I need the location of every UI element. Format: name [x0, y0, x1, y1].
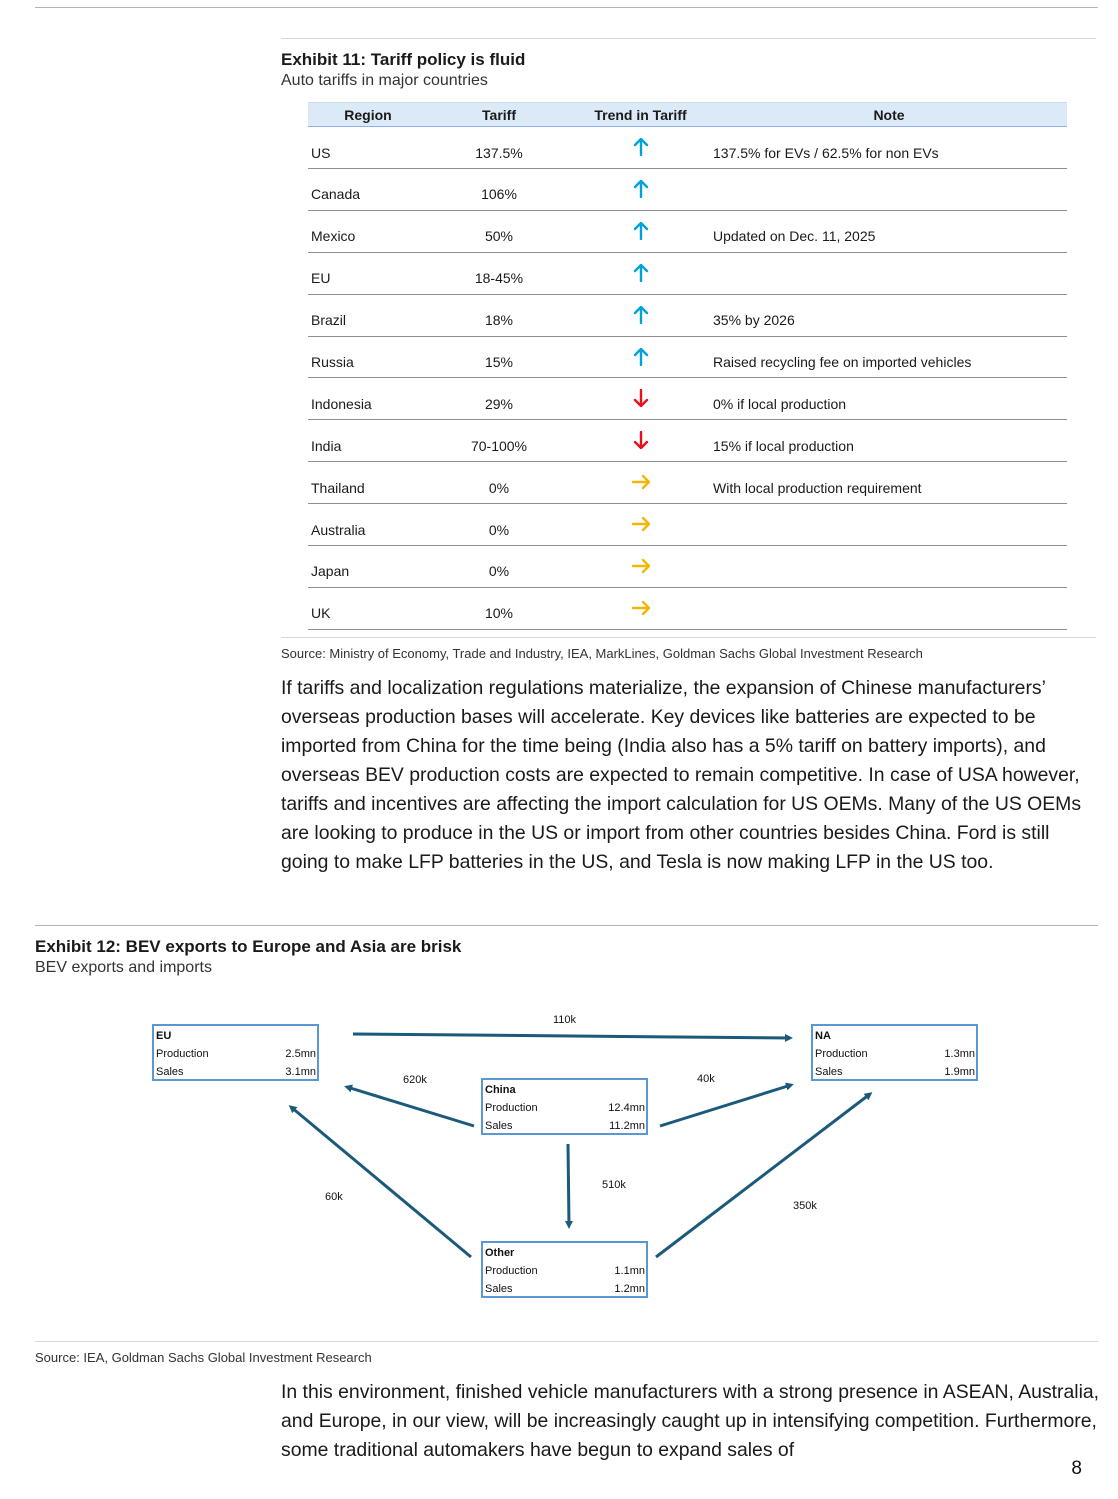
region-box-china-production-value: 12.4mn [608, 1102, 645, 1114]
exhibit-12-source: Source: IEA, Goldman Sachs Global Investment Research [35, 1350, 372, 1365]
cell-region: US [308, 127, 428, 169]
cell-note [711, 504, 1067, 546]
cell-note [711, 252, 1067, 294]
top-rule [35, 7, 1098, 8]
table-row [308, 127, 1067, 169]
table-row [308, 420, 1067, 462]
arrow-up-icon [632, 348, 650, 366]
table-row [308, 252, 1067, 294]
cell-region: Brazil [308, 294, 428, 336]
flow-arrow-china-to-na [660, 1085, 791, 1126]
tariff-table [308, 102, 1067, 630]
cell-region: UK [308, 587, 428, 629]
exhibit-12-bottom-rule [35, 1341, 1098, 1342]
cell-note: Updated on Dec. 11, 2025 [711, 210, 1067, 252]
arrow-down-icon [632, 389, 650, 407]
flow-label-other-to-eu: 60k [325, 1191, 343, 1203]
arrow-up-icon [632, 180, 650, 198]
cell-note: 137.5% for EVs / 62.5% for non EVs [711, 127, 1067, 169]
bev-flow-diagram [0, 990, 1118, 1330]
region-box-na-sales-label: Sales [815, 1066, 843, 1078]
arrow-down-icon [632, 431, 650, 449]
flow-label-china-to-na: 40k [697, 1073, 715, 1085]
body-paragraph-1: If tariffs and localization regulations materialize, the expansion of Chinese manufacturers’ overseas production bases will accelerate. Key devices like batteries are expected to be imported from China for the time being (India also has a 5% tariff on battery imports), and overseas BEV production costs are expected to remain competitive. In case of USA however, tariffs and incentives are affecting the import calculation for US OEMs. Many of the US OEMs are looking to produce in the US or import from other countries besides China. Ford is still going to make LFP batteries in the US, and Tesla is now making LFP in the US too. [281, 677, 1082, 873]
cell-tariff: 70-100% [428, 420, 570, 462]
cell-region: Indonesia [308, 378, 428, 420]
flow-arrow-china-to-other [568, 1144, 569, 1226]
cell-trend [570, 546, 711, 588]
cell-note: With local production requirement [711, 462, 1067, 504]
region-box-other-sales-value: 1.2mn [614, 1283, 645, 1295]
flow-label-other-to-na: 350k [793, 1200, 817, 1212]
table-row [308, 336, 1067, 378]
cell-note [711, 587, 1067, 629]
header-trend: Trend in Tariff [570, 103, 711, 127]
region-box-eu [153, 1025, 318, 1080]
table-row [308, 504, 1067, 546]
cell-region: India [308, 420, 428, 462]
table-row [308, 210, 1067, 252]
arrow-up-icon [632, 306, 650, 324]
cell-region: Australia [308, 504, 428, 546]
exhibit-11-source: Source: Ministry of Economy, Trade and Industry, IEA, MarkLines, Goldman Sachs Global Investment Research [281, 646, 923, 661]
header-region: Region [308, 103, 428, 127]
cell-tariff: 18-45% [428, 252, 570, 294]
cell-trend [570, 504, 711, 546]
region-box-other [482, 1242, 647, 1297]
table-row [308, 462, 1067, 504]
exhibit-11-top-rule [281, 38, 1096, 39]
arrow-right-icon [632, 557, 650, 575]
exhibit-12-subtitle: BEV exports and imports [35, 959, 212, 976]
region-box-na-name: NA [815, 1030, 831, 1042]
exhibit-12-top-rule [35, 925, 1098, 926]
cell-trend [570, 336, 711, 378]
cell-note: 0% if local production [711, 378, 1067, 420]
cell-tariff: 0% [428, 504, 570, 546]
arrow-up-icon [632, 222, 650, 240]
page-number: 8 [1071, 1458, 1082, 1479]
region-box-china-sales-value: 11.2mn [609, 1120, 645, 1132]
table-row [308, 169, 1067, 211]
cell-trend [570, 127, 711, 169]
flow-arrow-other-to-eu [291, 1107, 471, 1257]
header-note: Note [711, 103, 1067, 127]
flow-label-eu-to-na: 110k [553, 1014, 577, 1026]
exhibit-11-subtitle: Auto tariffs in major countries [281, 72, 488, 89]
cell-tariff: 15% [428, 336, 570, 378]
cell-region: Thailand [308, 462, 428, 504]
flow-label-china-to-other: 510k [602, 1179, 626, 1191]
cell-trend [570, 420, 711, 462]
region-box-other-sales-label: Sales [485, 1283, 513, 1295]
cell-region: Russia [308, 336, 428, 378]
cell-tariff: 0% [428, 462, 570, 504]
cell-tariff: 106% [428, 169, 570, 211]
region-box-other-name: Other [485, 1247, 515, 1259]
cell-trend [570, 252, 711, 294]
flow-label-china-to-eu: 620k [403, 1074, 427, 1086]
table-row [308, 546, 1067, 588]
cell-tariff: 0% [428, 546, 570, 588]
header-tariff: Tariff [428, 103, 570, 127]
cell-tariff: 10% [428, 587, 570, 629]
table-row [308, 378, 1067, 420]
region-box-na-production-value: 1.3mn [944, 1048, 975, 1060]
region-box-na-sales-value: 1.9mn [944, 1066, 975, 1078]
arrow-up-icon [632, 264, 650, 282]
cell-note: 35% by 2026 [711, 294, 1067, 336]
region-box-eu-sales-value: 3.1mn [285, 1066, 316, 1078]
region-box-china-sales-label: Sales [485, 1120, 513, 1132]
cell-region: Canada [308, 169, 428, 211]
exhibit-12-title: Exhibit 12: BEV exports to Europe and Asia are brisk [35, 937, 462, 956]
arrow-right-icon [632, 473, 650, 491]
cell-trend [570, 210, 711, 252]
cell-trend [570, 587, 711, 629]
cell-tariff: 18% [428, 294, 570, 336]
cell-trend [570, 294, 711, 336]
region-box-other-production-value: 1.1mn [614, 1265, 645, 1277]
body-paragraph-2: In this environment, finished vehicle manufacturers with a strong presence in ASEAN, Australia, and Europe, in our view, will be increasingly caught up in intensifying competition. Furthermore, some traditional automakers have begun to expand sales of [281, 1381, 1100, 1461]
region-box-eu-production-value: 2.5mn [285, 1048, 316, 1060]
cell-tariff: 137.5% [428, 127, 570, 169]
cell-note [711, 546, 1067, 588]
cell-tariff: 29% [428, 378, 570, 420]
cell-trend [570, 378, 711, 420]
exhibit-11-bottom-rule [281, 637, 1096, 638]
cell-trend [570, 462, 711, 504]
region-box-china [482, 1079, 647, 1134]
cell-trend [570, 169, 711, 211]
cell-note [711, 169, 1067, 211]
region-box-eu-production-label: Production [156, 1048, 209, 1060]
exhibit-11-title: Exhibit 11: Tariff policy is fluid [281, 50, 526, 69]
flow-arrow-china-to-eu [347, 1087, 474, 1126]
flow-arrow-eu-to-na [353, 1034, 790, 1038]
table-row [308, 294, 1067, 336]
region-box-na-production-label: Production [815, 1048, 868, 1060]
table-header-row [308, 103, 1067, 127]
region-box-china-production-label: Production [485, 1102, 538, 1114]
cell-region: EU [308, 252, 428, 294]
table-row [308, 587, 1067, 629]
region-box-na [812, 1025, 977, 1080]
arrow-right-icon [632, 599, 650, 617]
arrow-right-icon [632, 515, 650, 533]
cell-region: Mexico [308, 210, 428, 252]
cell-note: Raised recycling fee on imported vehicles [711, 336, 1067, 378]
arrow-up-icon [632, 138, 650, 156]
cell-tariff: 50% [428, 210, 570, 252]
region-box-eu-sales-label: Sales [156, 1066, 184, 1078]
region-box-china-name: China [485, 1084, 516, 1096]
region-box-other-production-label: Production [485, 1265, 538, 1277]
cell-region: Japan [308, 546, 428, 588]
region-box-eu-name: EU [156, 1030, 172, 1042]
cell-note: 15% if local production [711, 420, 1067, 462]
